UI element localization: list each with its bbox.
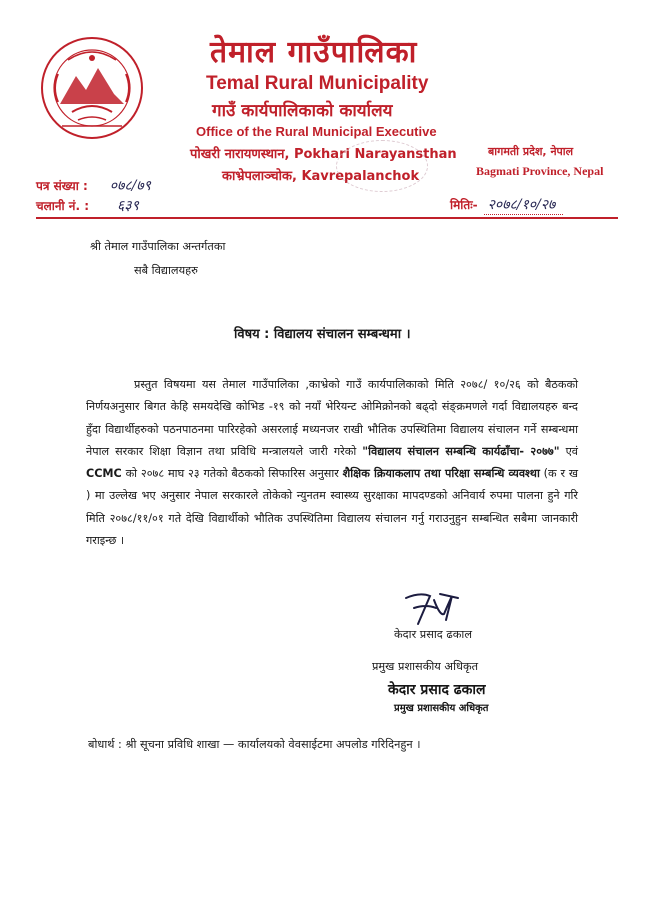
stamp-name: केदार प्रसाद ढकाल [388,682,486,698]
letter-number-row [36,176,151,195]
municipality-name-en: Temal Rural Municipality [206,73,429,94]
faint-stamp-impression [336,140,428,192]
date-row [450,195,563,215]
stamp-designation: प्रमुख प्रशासकीय अधिकृत [394,703,489,714]
body-ccmc: CCMC [86,467,122,481]
province-en: Bagmati Province, Nepal [476,164,604,178]
date-label: मितिः- [450,198,478,212]
signatory-name: केदार प्रसाद ढकाल [394,628,473,641]
municipality-emblem [38,34,146,142]
header-divider [36,217,618,219]
address-line-1: पोखरी नारायणस्थान, Pokhari Narayansthan [190,147,457,162]
body-paragraph [86,374,578,552]
signatory-designation: प्रमुख प्रशासकीय अधिकृत [372,660,479,673]
date-value: २०७८/१०/२७ [484,195,564,215]
dispatch-number-row [36,196,139,215]
address-line-2: काभ्रेपलाञ्चोक, Kavrepalanchok [222,169,420,184]
municipality-name-np: तेमाल गाउँपालिका [210,35,418,70]
letter-number-label: पत्र संख्या : [36,179,88,193]
body-mid-3: (क र ख ) मा उल्लेख भए अनुसार नेपाल सरकारले तोकेको न्युनतम स्वास्थ्य सुरक्षाका मापदण्डको अनिवार्य रुपमा पालना हुने गरि मिति २०७८/११/०१ गते देखि विद्यार्थीको भौतिक उपस्थितिमा विद्यालय संचालन गर्नु गराउनुहुन सम्बन्धित सबैमा जानकारी गराइन्छ । [86,467,578,548]
recipient-line-1: श्री तेमाल गाउँपालिका अन्तर्गतका [90,240,226,253]
cc-note: बोधार्थ : श्री सूचना प्रविधि शाखा — कार्यालयको वेवसाईटमा अपलोड गरिदिनहुन । [88,738,421,751]
recipient-line-2: सबै विद्यालयहरु [134,264,198,277]
body-framework-title: "विद्यालय संचालन सम्बन्धि कार्यढाँचा- २०७७" [362,444,560,458]
body-intro: प्रस्तुत विषयमा यस तेमाल गाउँपालिका ,काभ्रेको गाउँ कार्यपालिकाको मिति २०७८/ १०/२६ को बैठकको निर्णयअनुसार बिगत केहि समयदेखि कोभिड -१९ को नयाँ भेरियन्ट ओमिक्रोनको बढ्दो संङ्क्रमणले गर्दा विद्यालयहरु बन्द हुँदा विद्यार्थीहरुको पठनपाठनमा पारिरहेको असरलाई मध्यनजर राखी भौतिक उपस्थितिमा विद्यालय संचालन गर्ने सम्बन्धमा नेपाल सरकार शिक्षा विज्ञान तथा प्रविधि मन्त्रालयले जारी गरेको [86,378,578,458]
office-name-en: Office of the Rural Municipal Executive [196,124,437,139]
province-np: बागमती प्रदेश, नेपाल [488,145,574,158]
dispatch-number-label: चलानी नं. : [36,199,90,213]
subject-line: विषय : विद्यालय संचालन सम्बन्धमा । [234,327,411,342]
body-activity-provision: शैक्षिक क्रियाकलाप तथा परिक्षा सम्बन्धि व्यवश्था [342,467,540,481]
letter-number-value: ०७८/७९ [109,178,151,194]
body-mid-1: एवं [559,444,579,458]
dispatch-number-value: ६३९ [117,198,139,214]
body-mid-2: को २०७८ माघ २३ गतेको बैठकको सिफारिस अनुसार [121,467,343,481]
office-name-np: गाउँ कार्यपालिकाको कार्यालय [212,101,393,121]
